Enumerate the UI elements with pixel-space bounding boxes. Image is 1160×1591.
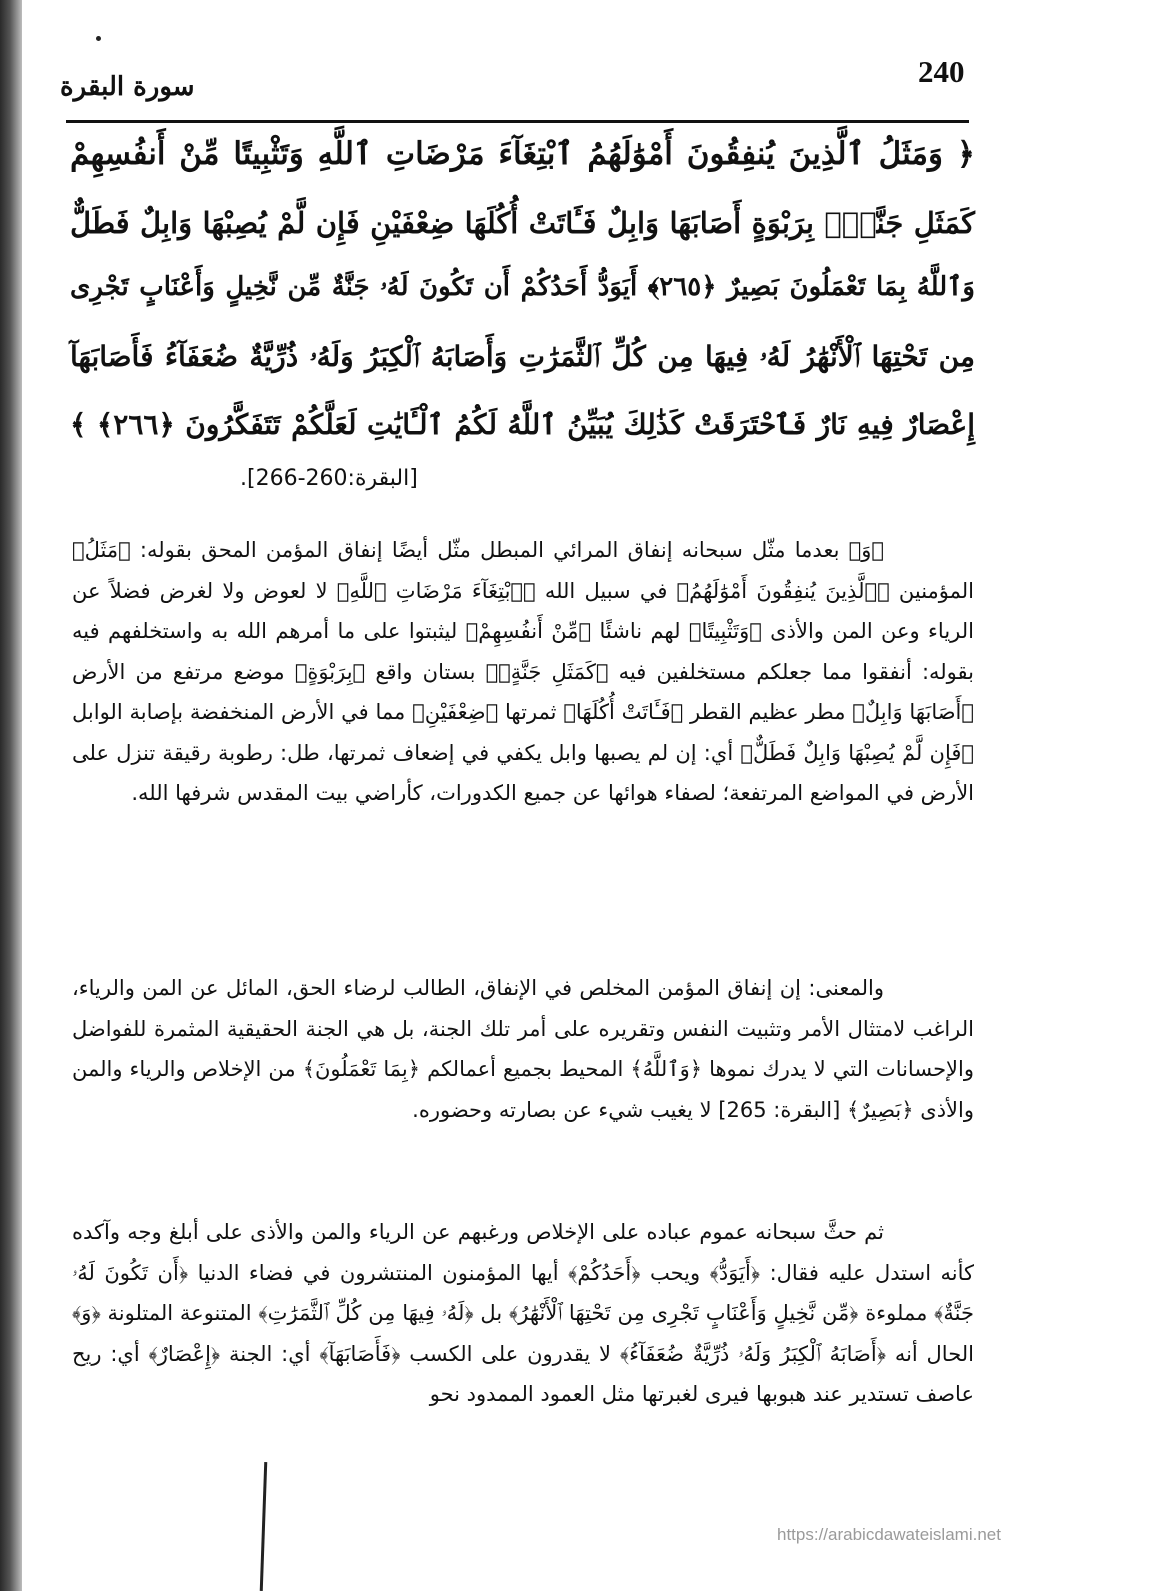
commentary-paragraph [72,1212,974,1415]
scan-speck [96,36,101,41]
verse-line: كَمَثَلِ جَنَّةٍۭ بِرَبْوَةٍ أَصَابَهَا وَابِلٌ فَـَٔاتَتْ أُكُلَهَا ضِعْفَيْنِ فَإِن لَّمْ يُصِبْهَا وَابِلٌ فَطَلٌّ [70,206,975,240]
watermark-url: https://arabicdawateislami.net [777,1525,1001,1544]
verse-line: إِعْصَارٌ فِيهِ نَارٌ فَٱحْتَرَقَتْ كَذَٰلِكَ يُبَيِّنُ ٱللَّهُ لَكُمُ ٱلْـَٔايَٰتِ لَعَلَّكُمْ تَتَفَكَّرُونَ ﴿٢٦٦﴾ ﴾ [70,408,975,441]
scan-shadow-edge [0,0,22,1591]
commentary-text: ﴿وَ﴾ بعدما مثّل سبحانه إنفاق المرائي المبطل مثّل أيضًا إنفاق المؤمن المحق بقوله: ﴿مَثَلُ﴾ المؤمنين ﴿ٱلَّذِينَ يُنفِقُونَ أَمْوَٰلَهُمُ﴾ في سبيل الله ﴿ٱبْتِغَآءَ مَرْضَاتِ ٱللَّهِ﴾ لا لعوض ولا لغرض فضلاً عن الرياء وعن المن والأذى ﴿وَتَثْبِيتًا﴾ لهم ناشئًا ﴿مِّنْ أَنفُسِهِمْ﴾ ليثبتوا على ما أمرهم الله به واستخلفهم فيه بقوله: أنفقوا مما جعلكم مستخلفين فيه ﴿كَمَثَلِ جَنَّةٍۭ﴾ بستان واقع ﴿بِرَبْوَةٍ﴾ موضع مرتفع من الأرض ﴿أَصَابَهَا وَابِلٌ﴾ مطر عظيم القطر ﴿فَـَٔاتَتْ أُكُلَهَا﴾ ثمرتها ﴿ضِعْفَيْنِ﴾ مما في الأرض المنخفضة بإصابة الوابل ﴿فَإِن لَّمْ يُصِبْهَا وَابِلٌ فَطَلٌّ﴾ أي: إن لم يصبها وابل يكفي في إضعاف ثمرتها، طل: رطوبة رقيقة تنزل على الأرض في المواضع المرتفعة؛ لصفاء هوائها عن جميع الكدورات، كأراضي بيت المقدس شرفها الله. [72,538,974,805]
commentary-text: ثم حثَّ سبحانه عموم عباده على الإخلاص ورغبهم عن الرياء والمن والأذى على أبلغ وجه وآكده كأنه استدل عليه فقال: ﴿أَيَوَدُّ﴾ ويحب ﴿أَحَدُكُمْ﴾ أيها المؤمنون المنتشرون في فضاء الدنيا ﴿أَن تَكُونَ لَهُۥ جَنَّةٌ﴾ مملوءة ﴿مِّن نَّخِيلٍ وَأَعْنَابٍ تَجْرِى مِن تَحْتِهَا ٱلْأَنْهَٰرُ﴾ بل ﴿لَهُۥ فِيهَا مِن كُلِّ ٱلثَّمَرَٰتِ﴾ المتنوعة المتلونة ﴿وَ﴾ الحال أنه ﴿أَصَابَهُ ٱلْكِبَرُ وَلَهُۥ ذُرِّيَّةٌ ضُعَفَآءُ﴾ لا يقدرون على الكسب ﴿فَأَصَابَهَآ﴾ أي: الجنة ﴿إِعْصَارٌ﴾ أي: ريح عاصف تستدير عند هبوبها فيرى لغبرتها مثل العمود الممدود نحو [72,1220,974,1406]
header-rule [66,120,969,123]
commentary-paragraph [72,530,974,814]
verse-line: مِن تَحْتِهَا ٱلْأَنْهَٰرُ لَهُۥ فِيهَا مِن كُلِّ ٱلثَّمَرَٰتِ وَأَصَابَهُ ٱلْكِبَرُ وَلَهُۥ ذُرِّيَّةٌ ضُعَفَآءُ فَأَصَابَهَآ [70,340,975,373]
page-number: 240 [918,54,965,89]
running-head: سورة البقرة [60,72,195,102]
commentary-paragraph [72,968,974,1130]
verse-line: ﴿ وَمَثَلُ ٱلَّذِينَ يُنفِقُونَ أَمْوَٰلَهُمُ ٱبْتِغَآءَ مَرْضَاتِ ٱللَّهِ وَتَثْبِيتًا مِّنْ أَنفُسِهِمْ [70,136,975,172]
verse-line: وَٱللَّهُ بِمَا تَعْمَلُونَ بَصِيرٌ ﴿٢٦٥﴾ أَيَوَدُّ أَحَدُكُمْ أَن تَكُونَ لَهُۥ جَنَّةٌ مِّن نَّخِيلٍ وَأَعْنَابٍ تَجْرِى [70,272,975,302]
verse-reference: [البقرة:260-266]. [240,466,418,491]
pen-stroke-mark [260,1462,268,1591]
commentary-text: والمعنى: إن إنفاق المؤمن المخلص في الإنفاق، الطالب لرضاء الحق، المائل عن المن والرياء، الراغب لامتثال الأمر وتثبيت النفس وتقريره على أمر تلك الجنة، بل هي الجنة الحقيقية المثمرة للفواضل والإحسانات التي لا يدرك نموها ﴿وَٱللَّهُ﴾ المحيط بجميع أعمالكم ﴿بِمَا تَعْمَلُونَ﴾ من الإخلاص والرياء والمن والأذى ﴿بَصِيرٌ﴾ [البقرة: 265] لا يغيب شيء عن بصارته وحضوره. [72,976,974,1122]
